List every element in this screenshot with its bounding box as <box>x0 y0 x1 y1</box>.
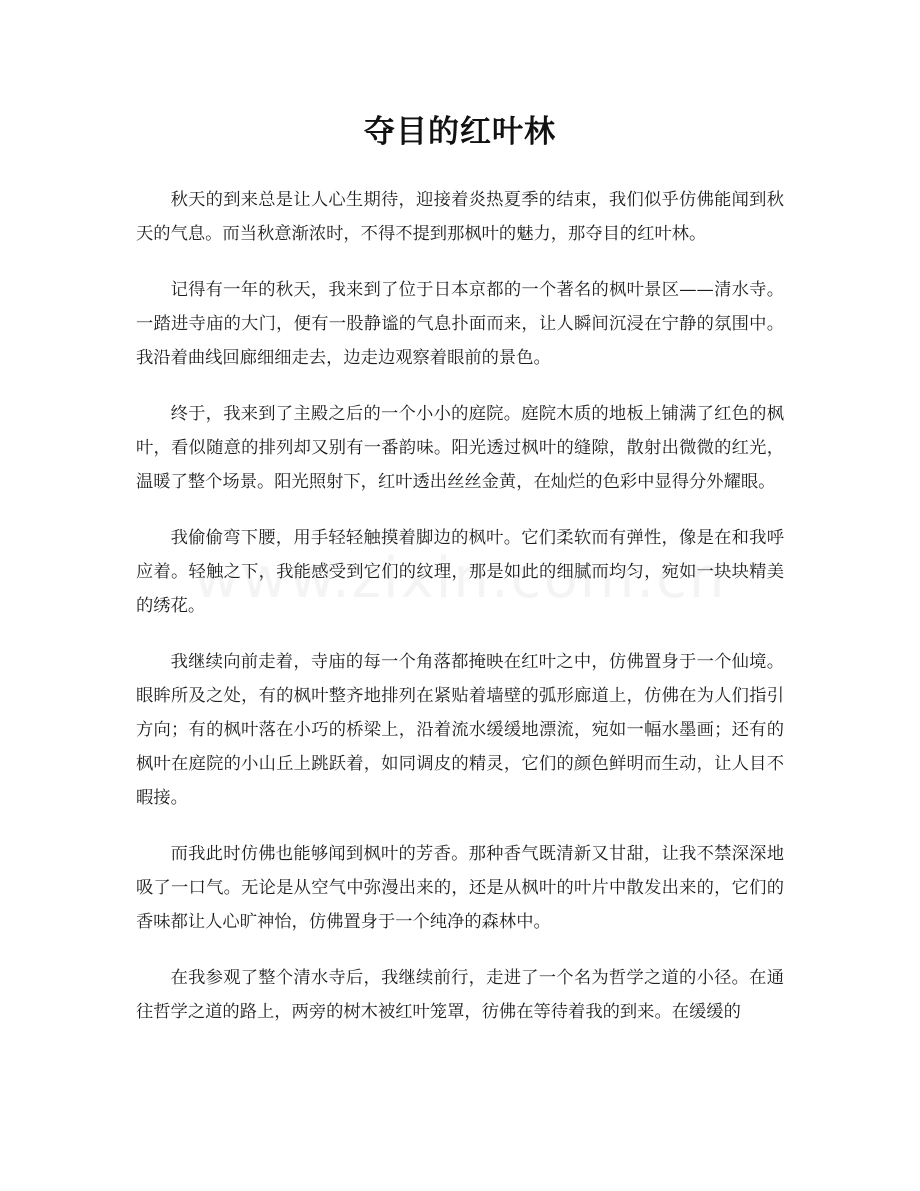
paragraph: 秋天的到来总是让人心生期待，迎接着炎热夏季的结束，我们似乎仿佛能闻到秋天的气息。而当秋意渐浓时，不得不提到那枫叶的魅力，那夺目的红叶林。 <box>136 190 784 244</box>
paragraph: 终于，我来到了主殿之后的一个小小的庭院。庭院木质的地板上铺满了红色的枫叶，看似随意的排列却又别有一番韵味。阳光透过枫叶的缝隙，散射出微微的红光，温暖了整个场景。阳光照射下，红叶透出丝丝金黄，在灿烂的色彩中显得分外耀眼。 <box>136 404 784 492</box>
paragraph: 在我参观了整个清水寺后，我继续前行，走进了一个名为哲学之道的小径。在通往哲学之道的路上，两旁的树木被红叶笼罩，彷佛在等待着我的到来。在缓缓的 <box>136 968 784 1022</box>
paragraph: 而我此时仿佛也能够闻到枫叶的芳香。那种香气既清新又甘甜，让我不禁深深地吸了一口气。无论是从空气中弥漫出来的，还是从枫叶的叶片中散发出来的，它们的香味都让人心旷神怡，仿佛置身于一个纯净的森林中。 <box>136 844 784 932</box>
paragraph: 记得有一年的秋天，我来到了位于日本京都的一个著名的枫叶景区——清水寺。一踏进寺庙的大门，便有一股静谧的气息扑面而来，让人瞬间沉浸在宁静的氛围中。我沿着曲线回廊细细走去，边走边观察着眼前的景色。 <box>136 280 784 368</box>
paragraph: 我偷偷弯下腰，用手轻轻触摸着脚边的枫叶。它们柔软而有弹性，像是在和我呼应着。轻触之下，我能感受到它们的纹理，那是如此的细腻而均匀，宛如一块块精美的绣花。 <box>136 528 784 616</box>
page-title: 夺目的红叶林 <box>364 114 556 150</box>
paragraph: 我继续向前走着，寺庙的每一个角落都掩映在红叶之中，仿佛置身于一个仙境。眼眸所及之处，有的枫叶整齐地排列在紧贴着墙壁的弧形廊道上，仿佛在为人们指引方向；有的枫叶落在小巧的桥梁上，沿着流水缓缓地漂流，宛如一幅水墨画；还有的枫叶在庭院的小山丘上跳跃着，如同调皮的精灵，它们的颜色鲜明而生动，让人目不暇接。 <box>136 652 784 808</box>
article-body <box>136 183 784 1051</box>
